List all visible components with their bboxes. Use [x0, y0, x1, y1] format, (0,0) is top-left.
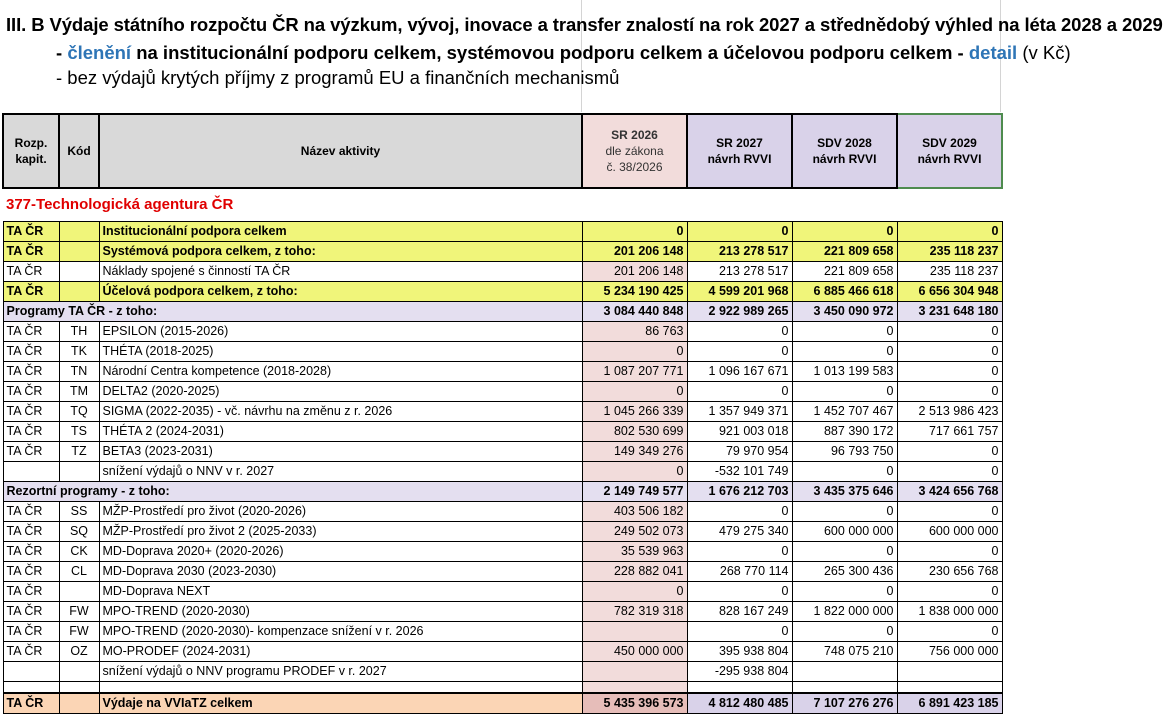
table-row: [3, 402, 1002, 422]
table-row: [3, 522, 1002, 542]
cell-sr2026[interactable]: [582, 662, 687, 682]
col-header-kod[interactable]: Kód: [59, 114, 99, 188]
subtitle-middle: na institucionální podporu celkem, systémovou podporu celkem a účelovou podporu celkem -: [131, 42, 969, 63]
cell-nazev[interactable]: Systémová podpora celkem, z toho:: [99, 242, 582, 262]
cell-kod[interactable]: OZ: [59, 642, 99, 662]
table-row: [3, 602, 1002, 622]
cell-sr2026[interactable]: 0: [582, 462, 687, 482]
sdv2028-line2: návrh RVVI: [812, 152, 877, 166]
cell-kod[interactable]: TH: [59, 322, 99, 342]
cell-sdv2029[interactable]: 235 118 237: [897, 262, 1002, 282]
cell-sdv2029[interactable]: 0: [897, 502, 1002, 522]
cell-sdv2029[interactable]: 0: [897, 542, 1002, 562]
cell-sdv2029[interactable]: 3 231 648 180: [897, 302, 1002, 322]
cell-kapitola[interactable]: TA ČR: [3, 562, 59, 582]
cell-sr2027[interactable]: 4 599 201 968: [687, 282, 792, 302]
cell-sr2027[interactable]: 0: [687, 382, 792, 402]
section-row: [3, 188, 1002, 222]
table-row: [3, 282, 1002, 302]
cell-kapitola[interactable]: TA ČR: [3, 622, 59, 642]
table-row: [3, 582, 1002, 602]
cell-kapitola[interactable]: TA ČR: [3, 282, 59, 302]
cell-sdv2029[interactable]: 2 513 986 423: [897, 402, 1002, 422]
cell-nazev[interactable]: snížení výdajů o NNV v r. 2027: [99, 462, 582, 482]
table-row: [3, 642, 1002, 662]
cell-kod[interactable]: FW: [59, 602, 99, 622]
total-nazev[interactable]: Výdaje na VVIaTZ celkem: [99, 693, 582, 714]
cell-sr2026[interactable]: 782 319 318: [582, 602, 687, 622]
sheet-note: - bez výdajů krytých příjmy z programů EU a finančních mechanismů: [56, 67, 620, 88]
cell-kapitola[interactable]: TA ČR: [3, 522, 59, 542]
cell-kapitola[interactable]: TA ČR: [3, 542, 59, 562]
cell-nazev[interactable]: THÉTA 2 (2024-2031): [99, 422, 582, 442]
cell-sr2026[interactable]: 403 506 182: [582, 502, 687, 522]
cell-sdv2029[interactable]: 235 118 237: [897, 242, 1002, 262]
cell-sr2027[interactable]: 0: [687, 582, 792, 602]
total-row: [3, 693, 1002, 714]
cell-sr2026[interactable]: 5 234 190 425: [582, 282, 687, 302]
cell-sr2026[interactable]: 1 045 266 339: [582, 402, 687, 422]
cell-sdv2028[interactable]: 1 822 000 000: [792, 602, 897, 622]
cell-sdv2028[interactable]: 0: [792, 382, 897, 402]
cell-sr2027[interactable]: 1 676 212 703: [687, 482, 792, 502]
cell-sr2026[interactable]: 0: [582, 382, 687, 402]
table-row: [3, 542, 1002, 562]
col-header-sr2026[interactable]: [582, 114, 687, 188]
cell-sdv2028[interactable]: 6 885 466 618: [792, 282, 897, 302]
cell-kod[interactable]: [59, 242, 99, 262]
cell-group-label[interactable]: Rezortní programy - z toho:: [3, 482, 582, 502]
col-header-sdv2028[interactable]: [792, 114, 897, 188]
cell-kapitola[interactable]: [3, 462, 59, 482]
cell-kod[interactable]: CK: [59, 542, 99, 562]
cell-sdv2028[interactable]: 3 450 090 972: [792, 302, 897, 322]
cell-nazev[interactable]: Institucionální podpora celkem: [99, 222, 582, 242]
cell-sr2026[interactable]: 0: [582, 582, 687, 602]
cell-kapitola[interactable]: TA ČR: [3, 442, 59, 462]
table-row: [3, 222, 1002, 242]
cell-kapitola[interactable]: TA ČR: [3, 582, 59, 602]
cell-kod[interactable]: [59, 262, 99, 282]
cell-kapitola[interactable]: TA ČR: [3, 642, 59, 662]
cell-sr2027[interactable]: 0: [687, 502, 792, 522]
table-row: [3, 502, 1002, 522]
cell-sr2026[interactable]: 1 087 207 771: [582, 362, 687, 382]
cell-sdv2028[interactable]: 96 793 750: [792, 442, 897, 462]
cell-nazev[interactable]: MO-PRODEF (2024-2031): [99, 642, 582, 662]
spacer-cell: [687, 682, 792, 694]
cell-kod[interactable]: [59, 582, 99, 602]
cell-sdv2029[interactable]: 0: [897, 582, 1002, 602]
cell-nazev[interactable]: Národní Centra kompetence (2018-2028): [99, 362, 582, 382]
cell-nazev[interactable]: SIGMA (2022-2035) - vč. návrhu na změnu z r. 2026: [99, 402, 582, 422]
spacer-cell: [897, 682, 1002, 694]
cell-kod[interactable]: [59, 462, 99, 482]
cell-nazev[interactable]: MŽP-Prostředí pro život (2020-2026): [99, 502, 582, 522]
sr2027-line1: SR 2027: [716, 136, 763, 150]
table-row: [3, 322, 1002, 342]
total-sr2026[interactable]: 5 435 396 573: [582, 693, 687, 714]
cell-kod[interactable]: TS: [59, 422, 99, 442]
table-row: [3, 362, 1002, 382]
subtitle-highlight-detail: detail: [968, 42, 1018, 63]
cell-kod[interactable]: TQ: [59, 402, 99, 422]
cell-sr2027[interactable]: 2 922 989 265: [687, 302, 792, 322]
cell-sr2027[interactable]: 0: [687, 542, 792, 562]
cell-sr2027[interactable]: 1 096 167 671: [687, 362, 792, 382]
cell-nazev[interactable]: MŽP-Prostředí pro život 2 (2025-2033): [99, 522, 582, 542]
sheet-subtitle: [56, 42, 1071, 64]
table-row: [3, 482, 1002, 502]
cell-sdv2029[interactable]: 0: [897, 462, 1002, 482]
cell-sr2026[interactable]: 149 349 276: [582, 442, 687, 462]
section-title[interactable]: 377-Technologická agentura ČR: [6, 196, 234, 213]
cell-nazev[interactable]: MPO-TREND (2020-2030): [99, 602, 582, 622]
cell-sdv2028[interactable]: 600 000 000: [792, 522, 897, 542]
cell-sdv2029[interactable]: 0: [897, 622, 1002, 642]
cell-sdv2028[interactable]: 221 809 658: [792, 262, 897, 282]
cell-nazev[interactable]: EPSILON (2015-2026): [99, 322, 582, 342]
cell-sdv2028[interactable]: 0: [792, 462, 897, 482]
cell-sdv2028[interactable]: 3 435 375 646: [792, 482, 897, 502]
total-sdv2028[interactable]: 7 107 276 276: [792, 693, 897, 714]
budget-table: [2, 113, 1003, 714]
sdv2029-line1: SDV 2029: [922, 136, 977, 150]
cell-sr2026[interactable]: [582, 622, 687, 642]
cell-sr2027[interactable]: 213 278 517: [687, 262, 792, 282]
cell-sr2027[interactable]: 79 970 954: [687, 442, 792, 462]
cell-sr2026[interactable]: 249 502 073: [582, 522, 687, 542]
subtitle-prefix: -: [56, 42, 68, 63]
table-row: [3, 442, 1002, 462]
spacer-cell: [3, 682, 59, 694]
total-sr2027[interactable]: 4 812 480 485: [687, 693, 792, 714]
subtitle-unit: (v Kč): [1017, 42, 1071, 63]
cell-kapitola[interactable]: TA ČR: [3, 242, 59, 262]
cell-sdv2028[interactable]: 221 809 658: [792, 242, 897, 262]
cell-nazev[interactable]: THÉTA (2018-2025): [99, 342, 582, 362]
cell-sr2027[interactable]: 268 770 114: [687, 562, 792, 582]
cell-kod[interactable]: TZ: [59, 442, 99, 462]
cell-sr2026[interactable]: 35 539 963: [582, 542, 687, 562]
cell-sr2027[interactable]: -295 938 804: [687, 662, 792, 682]
cell-sdv2029[interactable]: 3 424 656 768: [897, 482, 1002, 502]
cell-kod[interactable]: SS: [59, 502, 99, 522]
cell-kapitola[interactable]: TA ČR: [3, 342, 59, 362]
cell-sr2026[interactable]: 86 763: [582, 322, 687, 342]
cell-sdv2029[interactable]: 717 661 757: [897, 422, 1002, 442]
cell-sr2026[interactable]: 201 206 148: [582, 262, 687, 282]
cell-sr2026[interactable]: 450 000 000: [582, 642, 687, 662]
cell-sr2026[interactable]: 0: [582, 222, 687, 242]
sr2026-line3: č. 38/2026: [606, 160, 663, 174]
cell-kapitola[interactable]: TA ČR: [3, 602, 59, 622]
cell-sr2026[interactable]: 3 084 440 848: [582, 302, 687, 322]
cell-kapitola[interactable]: TA ČR: [3, 422, 59, 442]
cell-nazev[interactable]: MD-Doprava 2030 (2023-2030): [99, 562, 582, 582]
sr2027-line2: návrh RVVI: [707, 152, 772, 166]
cell-sr2027[interactable]: 213 278 517: [687, 242, 792, 262]
cell-sr2027[interactable]: -532 101 749: [687, 462, 792, 482]
cell-kod[interactable]: TM: [59, 382, 99, 402]
cell-kapitola[interactable]: TA ČR: [3, 222, 59, 242]
cell-sr2026[interactable]: 228 882 041: [582, 562, 687, 582]
cell-sdv2028[interactable]: 1 452 707 467: [792, 402, 897, 422]
col-header-kap[interactable]: Rozp. kapit.: [3, 114, 59, 188]
cell-sdv2029[interactable]: 0: [897, 442, 1002, 462]
cell-sr2027[interactable]: 479 275 340: [687, 522, 792, 542]
cell-sr2027[interactable]: 395 938 804: [687, 642, 792, 662]
cell-sdv2029[interactable]: 0: [897, 342, 1002, 362]
cell-nazev[interactable]: BETA3 (2023-2031): [99, 442, 582, 462]
cell-sdv2029[interactable]: 230 656 768: [897, 562, 1002, 582]
cell-sdv2029[interactable]: 0: [897, 362, 1002, 382]
spacer-row: [3, 682, 1002, 694]
spacer-cell: [99, 682, 582, 694]
cell-kod[interactable]: [59, 282, 99, 302]
col-header-sr2027[interactable]: [687, 114, 792, 188]
cell-sr2027[interactable]: 0: [687, 622, 792, 642]
cell-kod[interactable]: [59, 222, 99, 242]
table-row: [3, 422, 1002, 442]
cell-sdv2029[interactable]: 0: [897, 382, 1002, 402]
table-row: [3, 662, 1002, 682]
table-row: [3, 462, 1002, 482]
cell-sdv2028[interactable]: 0: [792, 502, 897, 522]
table-row: [3, 342, 1002, 362]
cell-nazev[interactable]: Náklady spojené s činností TA ČR: [99, 262, 582, 282]
cell-nazev[interactable]: MPO-TREND (2020-2030)- kompenzace snížení v r. 2026: [99, 622, 582, 642]
cell-kapitola[interactable]: TA ČR: [3, 322, 59, 342]
cell-nazev[interactable]: MD-Doprava 2020+ (2020-2026): [99, 542, 582, 562]
cell-sdv2029[interactable]: 6 656 304 948: [897, 282, 1002, 302]
cell-nazev[interactable]: Účelová podpora celkem, z toho:: [99, 282, 582, 302]
cell-sr2027[interactable]: 0: [687, 322, 792, 342]
cell-sr2026[interactable]: 201 206 148: [582, 242, 687, 262]
cell-sdv2029[interactable]: 0: [897, 222, 1002, 242]
total-kod[interactable]: [59, 693, 99, 714]
cell-sr2027[interactable]: 1 357 949 371: [687, 402, 792, 422]
cell-nazev[interactable]: DELTA2 (2020-2025): [99, 382, 582, 402]
cell-sdv2028[interactable]: 0: [792, 222, 897, 242]
cell-sdv2029[interactable]: 600 000 000: [897, 522, 1002, 542]
cell-sdv2028[interactable]: [792, 662, 897, 682]
sdv2029-line2: návrh RVVI: [917, 152, 982, 166]
cell-sr2027[interactable]: 0: [687, 342, 792, 362]
cell-sr2027[interactable]: 828 167 249: [687, 602, 792, 622]
col-header-sdv2029[interactable]: [897, 114, 1002, 188]
header-row: [3, 114, 1002, 188]
cell-sr2026[interactable]: 2 149 749 577: [582, 482, 687, 502]
cell-sdv2029[interactable]: 1 838 000 000: [897, 602, 1002, 622]
cell-kod[interactable]: SQ: [59, 522, 99, 542]
cell-sdv2029[interactable]: [897, 662, 1002, 682]
cell-kod[interactable]: FW: [59, 622, 99, 642]
cell-sr2027[interactable]: 921 003 018: [687, 422, 792, 442]
cell-sdv2028[interactable]: 748 075 210: [792, 642, 897, 662]
cell-kapitola[interactable]: TA ČR: [3, 362, 59, 382]
table-row: [3, 262, 1002, 282]
col-header-nazev[interactable]: Název aktivity: [99, 114, 582, 188]
cell-sdv2028[interactable]: 0: [792, 582, 897, 602]
cell-sdv2028[interactable]: 0: [792, 322, 897, 342]
cell-kapitola[interactable]: TA ČR: [3, 262, 59, 282]
cell-kod[interactable]: [59, 662, 99, 682]
cell-kapitola[interactable]: TA ČR: [3, 402, 59, 422]
spacer-cell: [792, 682, 897, 694]
spacer-cell: [582, 682, 687, 694]
table-row: [3, 622, 1002, 642]
subtitle-highlight-cleneni: členění: [67, 42, 132, 63]
cell-kod[interactable]: TK: [59, 342, 99, 362]
spacer-cell: [59, 682, 99, 694]
cell-sdv2028[interactable]: 0: [792, 342, 897, 362]
cell-kapitola[interactable]: TA ČR: [3, 382, 59, 402]
cell-kod[interactable]: TN: [59, 362, 99, 382]
cell-sdv2028[interactable]: 1 013 199 583: [792, 362, 897, 382]
total-kapitola[interactable]: TA ČR: [3, 693, 59, 714]
cell-kapitola[interactable]: TA ČR: [3, 502, 59, 522]
cell-sdv2029[interactable]: 756 000 000: [897, 642, 1002, 662]
cell-sr2026[interactable]: 0: [582, 342, 687, 362]
cell-group-label[interactable]: Programy TA ČR - z toho:: [3, 302, 582, 322]
cell-kapitola[interactable]: [3, 662, 59, 682]
cell-sr2027[interactable]: 0: [687, 222, 792, 242]
cell-kod[interactable]: CL: [59, 562, 99, 582]
sr2026-line1: SR 2026: [611, 128, 658, 142]
cell-sdv2029[interactable]: 0: [897, 322, 1002, 342]
table-row: [3, 302, 1002, 322]
cell-nazev[interactable]: snížení výdajů o NNV programu PRODEF v r. 2027: [99, 662, 582, 682]
table-row: [3, 562, 1002, 582]
cell-nazev[interactable]: MD-Doprava NEXT: [99, 582, 582, 602]
cell-sdv2028[interactable]: 0: [792, 542, 897, 562]
cell-sdv2028[interactable]: 0: [792, 622, 897, 642]
sdv2028-line1: SDV 2028: [817, 136, 872, 150]
total-sdv2029[interactable]: 6 891 423 185: [897, 693, 1002, 714]
cell-sdv2028[interactable]: 887 390 172: [792, 422, 897, 442]
table-row: [3, 382, 1002, 402]
cell-sr2026[interactable]: 802 530 699: [582, 422, 687, 442]
table-row: [3, 242, 1002, 262]
sr2026-line2: dle zákona: [605, 144, 664, 158]
cell-sdv2028[interactable]: 265 300 436: [792, 562, 897, 582]
sheet-title: III. B Výdaje státního rozpočtu ČR na výzkum, vývoj, inovace a transfer znalostí na rok 2027 a střednědobý výhled na léta 2028 a 2029: [6, 14, 1163, 35]
